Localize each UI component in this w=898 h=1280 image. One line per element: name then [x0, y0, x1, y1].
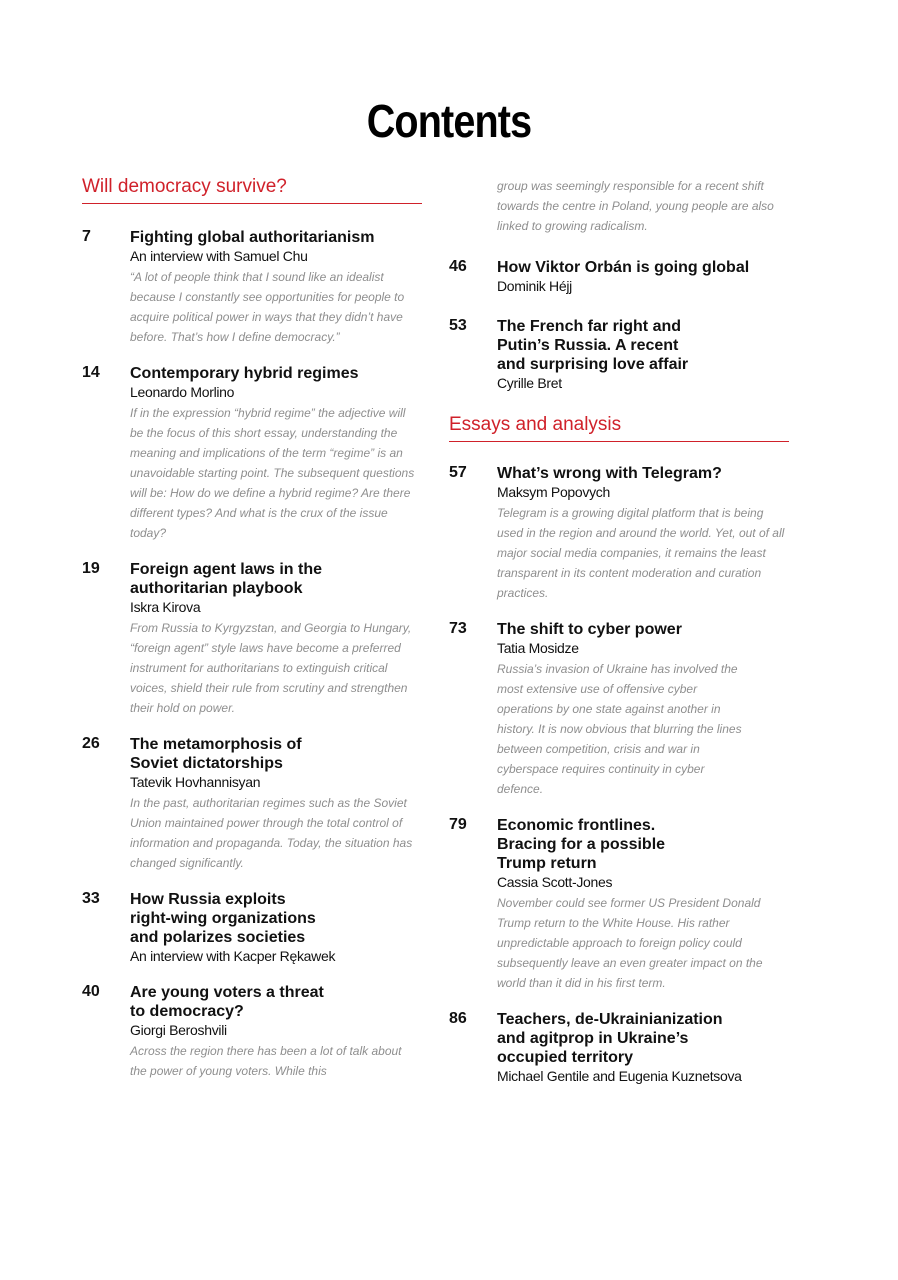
article-title: How Russia exploits right-wing organizations and polarizes societies: [130, 891, 316, 946]
article-abstract: November could see former US President Donald Trump return to the White House. His rather unpredictable approach to foreign policy could subsequently leave an even greater impact on the world than it did in his first term.: [497, 896, 763, 990]
article-author: Tatia Mosidze: [497, 640, 579, 656]
page-number: 46: [449, 258, 467, 275]
toc-entry[interactable]: [82, 983, 422, 1081]
article-abstract: In the past, authoritarian regimes such as the Soviet Union maintained power through the total control of information and propaganda. Today, the situation has changed significantly.: [130, 796, 413, 870]
section-heading-democracy: Will democracy survive?: [82, 176, 422, 204]
article-abstract: If in the expression “hybrid regime” the adjective will be the focus of this short essay, understanding the meaning and implications of the term “regime” is an unavoidable starting point. The subsequent questions will be: How do we define a hybrid regime? Are there different types? And what is the crux of the issue today?: [130, 406, 415, 540]
toc-entry[interactable]: [82, 228, 422, 347]
article-title: Teachers, de-Ukrainianization and agitprop in Ukraine’s occupied territory: [497, 1011, 723, 1066]
toc-entry[interactable]: [82, 735, 422, 873]
page-number: 33: [82, 890, 100, 907]
article-author: Cyrille Bret: [497, 375, 562, 391]
article-abstract: “A lot of people think that I sound like an idealist because I constantly see opportunities for people to acquire political power in ways that they didn’t have before. That’s how I define democracy.”: [130, 270, 405, 344]
page-number: 19: [82, 560, 100, 577]
article-title: Foreign agent laws in the authoritarian playbook: [130, 561, 323, 597]
article-title: Economic frontlines. Bracing for a possible Trump return: [497, 817, 666, 872]
page-number: 14: [82, 364, 100, 381]
article-title: The French far right and Putin’s Russia. A recent and surprising love affair: [497, 318, 689, 373]
article-abstract: Telegram is a growing digital platform that is being used in the region and around the world. Yet, out of all major social media companies, it remains the least transparent in its content moderation and curation practices.: [497, 506, 785, 600]
toc-entry[interactable]: [449, 464, 789, 603]
page-number: 26: [82, 735, 100, 752]
toc-entry[interactable]: [449, 816, 789, 993]
page-number: 79: [449, 816, 467, 833]
page-title: Contents: [366, 95, 532, 147]
article-title: Contemporary hybrid regimes: [130, 365, 359, 382]
toc-entry[interactable]: [82, 560, 422, 718]
page-number: 7: [82, 228, 91, 245]
article-author: Cassia Scott-Jones: [497, 874, 613, 890]
article-author: Leonardo Morlino: [130, 384, 235, 400]
page-number: 40: [82, 983, 100, 1000]
article-author: Michael Gentile and Eugenia Kuznetsova: [497, 1068, 742, 1084]
article-abstract: Russia’s invasion of Ukraine has involved the most extensive use of offensive cyber operations by one state against another in history. It is now obvious that blurring the lines between competition, crisis and war in cyberspace requires continuity in cyber defence.: [497, 662, 742, 796]
toc-entry[interactable]: [449, 258, 789, 295]
toc-entry[interactable]: [82, 890, 422, 965]
article-author: Maksym Popovych: [497, 484, 610, 500]
toc-entry[interactable]: [82, 364, 422, 543]
section-heading-essays: Essays and analysis: [449, 414, 789, 442]
toc-entry[interactable]: [449, 1010, 789, 1085]
article-title: Are young voters a threat to democracy?: [130, 984, 324, 1020]
article-title: Fighting global authoritarianism: [130, 229, 375, 246]
article-author: Giorgi Beroshvili: [130, 1022, 227, 1038]
article-author: Iskra Kirova: [130, 599, 201, 615]
page-number: 53: [449, 317, 467, 334]
article-title: What’s wrong with Telegram?: [497, 465, 722, 482]
left-column: [82, 176, 422, 1081]
right-column: [449, 176, 789, 1085]
article-title: The metamorphosis of Soviet dictatorships: [130, 736, 302, 772]
article-abstract-continued: group was seemingly responsible for a recent shift towards the centre in Poland, young people are also linked to growing radicalism.: [497, 179, 774, 233]
article-author: Tatevik Hovhannisyan: [130, 774, 261, 790]
article-abstract: Across the region there has been a lot of talk about the power of young voters. While this: [130, 1044, 402, 1078]
toc-entry[interactable]: [449, 620, 789, 799]
article-title: How Viktor Orbán is going global: [497, 259, 750, 276]
article-author: An interview with Samuel Chu: [130, 248, 308, 264]
page-number: 57: [449, 464, 467, 481]
article-author: Dominik Héjj: [497, 278, 572, 294]
toc-entry[interactable]: [449, 317, 789, 392]
page-number: 73: [449, 620, 467, 637]
article-author: An interview with Kacper Rękawek: [130, 948, 336, 964]
page-number: 86: [449, 1010, 467, 1027]
article-abstract: From Russia to Kyrgyzstan, and Georgia to Hungary, “foreign agent” style laws have become a preferred instrument for authoritarians to extinguish critical voices, shield their rule from scrutiny and strengthen their hold on power.: [130, 621, 412, 715]
article-title: The shift to cyber power: [497, 621, 682, 638]
